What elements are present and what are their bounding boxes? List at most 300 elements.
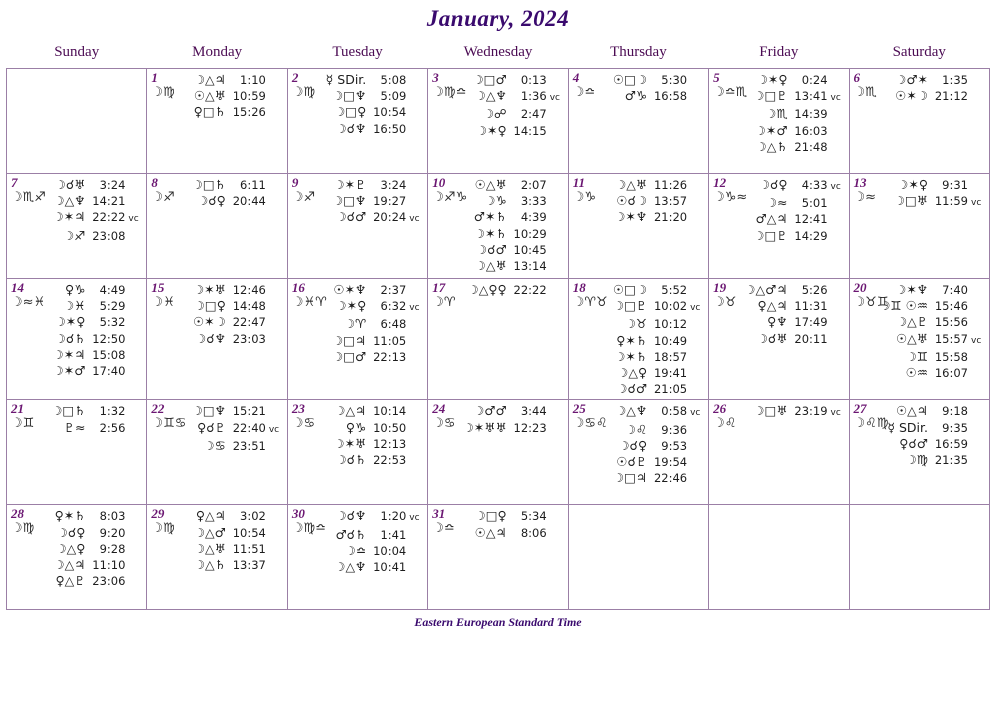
aspect-time: 17:40 — [92, 364, 126, 379]
aspect-time: 3:33 — [520, 194, 547, 209]
aspect-time: 2:56 — [99, 420, 126, 435]
aspect-time: 20:24 — [373, 210, 407, 225]
calendar-day-cell[interactable] — [428, 69, 568, 174]
aspect-symbols: ☽☌♀ — [56, 524, 86, 540]
aspect-event — [737, 106, 844, 122]
aspect-symbols: ☽□♀ — [193, 298, 226, 314]
moon-sign-label: ☽♏ — [853, 85, 877, 100]
calendar-day-cell[interactable] — [147, 505, 287, 610]
aspect-symbols: ☽☌♄ — [54, 330, 86, 346]
aspect-symbols: ☽☌♀ — [758, 177, 788, 192]
moon-sign-label: ☽♓♈ — [291, 295, 327, 310]
aspect-event — [456, 106, 563, 122]
aspect-symbols: ☽△♆ — [474, 88, 507, 104]
aspect-time: 5:09 — [380, 89, 407, 104]
day-cell-inner — [709, 400, 848, 504]
calendar-day-cell[interactable] — [147, 69, 287, 174]
aspect-event-list — [35, 508, 142, 589]
aspect-event-list — [456, 72, 563, 139]
calendar-day-cell[interactable] — [7, 174, 147, 279]
calendar-day-cell[interactable] — [709, 174, 849, 279]
aspect-time: 10:41 — [373, 560, 407, 575]
aspect-symbols: ☽△♆ — [615, 403, 648, 419]
day-cell-inner — [569, 505, 708, 609]
aspect-event — [175, 525, 282, 541]
moon-sign-label: ☽♉ — [713, 295, 737, 310]
aspect-symbols: ☽△♃ — [334, 403, 367, 419]
aspect-time: 12:50 — [92, 331, 126, 346]
moon-sign-label: ☽♍≏ — [291, 521, 327, 537]
aspect-time: 5:08 — [380, 73, 407, 87]
aspect-time: 0:24 — [801, 73, 828, 87]
aspect-time: 22:13 — [373, 349, 407, 364]
aspect-time: 10:54 — [232, 525, 266, 540]
aspect-time: 5:01 — [801, 196, 828, 211]
aspect-event — [878, 365, 985, 381]
void-of-course-marker: vc — [830, 93, 841, 104]
aspect-event — [597, 72, 704, 88]
void-of-course-marker: vc — [971, 198, 982, 209]
aspect-event — [316, 282, 423, 298]
aspect-symbols: ☽△♀♀ — [467, 282, 507, 297]
aspect-symbols: ♂✶♄ — [473, 209, 507, 225]
aspect-time: 16:50 — [373, 121, 407, 136]
calendar-day-cell[interactable] — [849, 69, 989, 174]
aspect-symbols: ☽△♂♃ — [744, 282, 788, 297]
calendar-day-cell-empty — [7, 69, 147, 174]
aspect-symbols: ♀☌♇ — [197, 419, 226, 435]
aspect-event — [878, 282, 985, 298]
day-cell-inner — [428, 174, 567, 278]
calendar-day-cell[interactable] — [428, 174, 568, 279]
aspect-symbols: ☽□♄ — [51, 403, 86, 419]
day-number: 21 — [11, 401, 24, 417]
day-cell-inner — [147, 69, 286, 173]
aspect-symbols: ♀△♇ — [55, 573, 86, 589]
aspect-event — [35, 347, 142, 363]
day-number: 3 — [432, 70, 439, 85]
void-of-course-marker: vc — [971, 335, 982, 346]
calendar-week-row — [7, 400, 990, 505]
void-of-course-marker: vc — [830, 408, 841, 419]
aspect-event — [456, 242, 563, 258]
aspect-symbols: ♂☌♄ — [335, 526, 367, 542]
aspect-time: 14:21 — [92, 194, 126, 209]
aspect-time: 5:34 — [520, 509, 547, 524]
calendar-day-cell[interactable] — [428, 505, 568, 610]
aspect-time: 10:04 — [373, 543, 407, 558]
aspect-symbols: ☉☌♇ — [616, 454, 648, 470]
aspect-event — [35, 508, 142, 524]
calendar-day-cell[interactable] — [428, 279, 568, 400]
aspect-event — [35, 403, 142, 419]
aspect-event-list — [878, 177, 985, 211]
day-number: 15 — [151, 280, 165, 295]
aspect-event — [35, 541, 142, 557]
calendar-day-cell[interactable] — [147, 400, 287, 505]
calendar-day-cell[interactable] — [849, 400, 989, 505]
aspect-symbols: ♀△♃ — [757, 298, 788, 314]
aspect-event — [35, 282, 142, 298]
aspect-time: 10:50 — [373, 420, 407, 435]
aspect-event — [175, 331, 282, 347]
aspect-time: 2:07 — [520, 178, 547, 192]
day-number: 16 — [291, 280, 305, 295]
aspect-symbols: ☽□♀ — [334, 104, 367, 120]
aspect-event — [878, 72, 985, 88]
day-cell-inner — [147, 400, 286, 504]
aspect-symbols: ♀☌♂ — [899, 435, 928, 451]
aspect-time: 6:48 — [380, 317, 407, 332]
moon-sign-label: ☽♐ — [151, 190, 175, 205]
aspect-symbols: ♀♑ — [345, 419, 367, 435]
aspect-time: 9:28 — [99, 541, 126, 556]
aspect-event — [175, 104, 282, 120]
aspect-event-list — [35, 282, 142, 379]
aspect-event — [737, 88, 844, 106]
aspect-symbols: ☽☌♂ — [475, 241, 507, 257]
aspect-event — [35, 557, 142, 573]
aspect-event — [737, 177, 844, 195]
day-cell-inner — [288, 174, 427, 278]
aspect-time: 22:47 — [232, 315, 266, 330]
day-cell-inner — [850, 69, 989, 173]
day-cell-inner — [428, 279, 567, 399]
aspect-event-list — [316, 72, 423, 137]
day-cell-inner — [147, 279, 286, 399]
aspect-event — [316, 72, 423, 88]
day-number: 11 — [572, 175, 585, 190]
aspect-time: 11:51 — [232, 541, 266, 556]
weekday-header-thursday: Thursday — [610, 44, 667, 60]
aspect-event — [456, 177, 563, 193]
aspect-time: 15:46 — [934, 299, 968, 314]
aspect-event-list — [175, 72, 282, 121]
aspect-symbols: ☽△♇ — [895, 314, 928, 330]
day-number: 30 — [291, 506, 305, 522]
aspect-event — [456, 525, 563, 541]
day-number: 26 — [713, 401, 727, 417]
aspect-event — [316, 527, 423, 543]
aspect-symbols: ☉△♃ — [474, 524, 507, 540]
day-cell-inner — [147, 174, 286, 278]
aspect-time: 13:41 — [794, 89, 828, 104]
aspect-symbols: ☉✶☽ — [895, 88, 928, 104]
day-number: 4 — [572, 70, 580, 85]
aspect-symbols: ☽□♇ — [753, 88, 788, 104]
aspect-symbols: ☽□♅ — [753, 403, 788, 419]
aspect-event-list — [316, 282, 423, 365]
calendar-day-cell[interactable] — [287, 279, 427, 400]
aspect-event — [737, 228, 844, 244]
aspect-event-list — [175, 282, 282, 347]
aspect-event — [456, 420, 563, 436]
day-cell-inner — [709, 174, 848, 278]
aspect-time: 21:12 — [934, 89, 968, 104]
aspect-time: 19:41 — [653, 366, 688, 381]
aspect-event — [597, 282, 704, 298]
page-title: January, 2024 — [426, 6, 570, 31]
aspect-symbols: ☽☌♂ — [616, 381, 648, 397]
aspect-symbols: ☽✶♀ — [756, 72, 788, 87]
aspect-time: 19:27 — [373, 194, 407, 209]
aspect-symbols: ☽♑ — [484, 193, 507, 209]
aspect-time: 5:52 — [661, 283, 688, 297]
day-number: 20 — [853, 280, 867, 295]
aspect-event — [737, 403, 844, 421]
aspect-time: 16:59 — [934, 436, 968, 451]
aspect-time: 13:14 — [513, 259, 547, 274]
calendar-day-cell[interactable] — [147, 174, 287, 279]
moon-sign-label: ☽♉♊ — [853, 295, 889, 310]
calendar-day-cell[interactable] — [7, 505, 147, 610]
day-cell-inner — [147, 505, 286, 609]
aspect-symbols: ☽✶♂ — [52, 363, 86, 379]
calendar-day-cell[interactable] — [287, 69, 427, 174]
aspect-event — [597, 88, 704, 104]
aspect-event-list — [35, 177, 142, 244]
aspect-event — [878, 298, 985, 314]
calendar-day-cell[interactable] — [568, 174, 708, 279]
void-of-course-marker: vc — [409, 513, 420, 524]
aspect-event — [316, 452, 423, 468]
calendar-day-cell[interactable] — [7, 279, 147, 400]
aspect-time: 22:53 — [373, 453, 407, 468]
aspect-symbols: ☽✶♀ — [335, 298, 367, 314]
aspect-event — [316, 543, 423, 559]
aspect-time: 6:32 — [380, 299, 407, 314]
aspect-event — [456, 193, 563, 209]
aspect-time: 4:49 — [99, 283, 126, 297]
aspect-time: 18:57 — [653, 349, 688, 364]
aspect-time: 4:33 — [801, 178, 828, 192]
aspect-symbols: ☉♒ — [905, 365, 928, 381]
timezone-footer: Eastern European Standard Time — [414, 615, 582, 630]
aspect-symbols: ☽✶♅ — [192, 282, 226, 297]
aspect-time: 19:54 — [653, 455, 688, 470]
aspect-symbols: ☽♐ — [63, 227, 86, 243]
calendar-day-cell-empty — [709, 505, 849, 610]
aspect-event — [737, 282, 844, 298]
aspect-time: 1:20 — [380, 509, 407, 524]
aspect-event — [316, 121, 423, 137]
day-cell-inner — [709, 279, 848, 399]
aspect-time: 13:57 — [653, 194, 688, 209]
aspect-event-list — [175, 177, 282, 209]
aspect-event — [175, 420, 282, 438]
aspect-time: 3:44 — [520, 404, 547, 419]
aspect-time: 11:05 — [373, 333, 407, 348]
day-number: 5 — [713, 70, 720, 85]
aspect-event-list — [316, 508, 423, 575]
aspect-time: 12:13 — [373, 436, 407, 451]
aspect-event — [35, 573, 142, 589]
void-of-course-marker: vc — [268, 424, 280, 435]
calendar-day-cell[interactable] — [849, 174, 989, 279]
aspect-event — [456, 258, 563, 274]
aspect-event — [316, 298, 423, 316]
aspect-event — [597, 438, 704, 454]
calendar-day-cell[interactable] — [287, 505, 427, 610]
aspect-event — [737, 211, 844, 227]
calendar-table — [6, 40, 990, 610]
aspect-symbols: ☽✶♅ — [333, 435, 367, 451]
aspect-time: 6:11 — [240, 178, 266, 192]
aspect-event-list — [316, 403, 423, 468]
aspect-symbols: ☽□♄ — [191, 177, 226, 192]
aspect-symbols: ☽□♆ — [191, 403, 226, 419]
day-number: 19 — [713, 280, 727, 295]
calendar-day-cell[interactable] — [849, 279, 989, 400]
aspect-event — [597, 470, 704, 486]
day-number: 6 — [853, 70, 861, 85]
aspect-time: 9:53 — [661, 438, 688, 453]
day-cell-inner — [7, 174, 146, 278]
weekday-header-sunday: Sunday — [54, 44, 100, 60]
calendar-day-cell[interactable] — [709, 400, 849, 505]
day-number: 10 — [432, 175, 446, 190]
aspect-event — [878, 193, 985, 211]
day-cell-inner — [569, 174, 708, 278]
aspect-time: 5:30 — [661, 73, 688, 87]
calendar-day-cell[interactable] — [709, 279, 849, 400]
aspect-event-list — [737, 177, 844, 244]
calendar-day-cell[interactable] — [709, 69, 849, 174]
calendar-day-cell[interactable] — [287, 174, 427, 279]
weekday-header-friday: Friday — [759, 44, 799, 60]
aspect-time: 15:21 — [232, 404, 266, 419]
aspect-symbols: ☽♉ — [624, 316, 648, 332]
day-number: 27 — [853, 401, 867, 417]
day-number: 14 — [11, 280, 24, 295]
day-cell-inner — [7, 400, 146, 504]
aspect-time: 9:35 — [942, 420, 968, 435]
aspect-event — [175, 72, 282, 88]
aspect-event — [175, 282, 282, 298]
aspect-symbols: ☽☌♆ — [335, 120, 367, 136]
aspect-symbols: ♀✶♄ — [616, 332, 648, 348]
aspect-time: 15:58 — [934, 349, 968, 364]
aspect-symbols: ☉△♃ — [895, 403, 928, 419]
aspect-time: 17:49 — [794, 315, 828, 330]
day-number: 23 — [291, 401, 305, 417]
aspect-symbols: ☽☌♆ — [335, 508, 367, 524]
aspect-time: 14:39 — [794, 107, 828, 122]
moon-sign-label: ☽♏♐ — [11, 190, 46, 205]
calendar-day-cell[interactable] — [568, 279, 708, 400]
aspect-symbols: ☽♂♂ — [473, 403, 507, 419]
aspect-symbols: ☽✶♆ — [614, 209, 648, 225]
aspect-event — [597, 298, 704, 316]
aspect-event — [878, 403, 985, 419]
day-cell-inner — [428, 400, 567, 504]
aspect-time: 2:37 — [380, 283, 407, 297]
aspect-time: 10:12 — [653, 317, 688, 332]
aspect-symbols: ☽♓ — [63, 298, 86, 314]
void-of-course-marker: vc — [128, 214, 139, 225]
aspect-time: 8:06 — [520, 525, 547, 540]
day-number: 29 — [151, 506, 165, 522]
moon-sign-label: ☽♊ — [11, 416, 35, 432]
aspect-time: 21:48 — [794, 139, 828, 154]
aspect-time: 11:26 — [653, 178, 688, 192]
aspect-time: 23:06 — [92, 574, 126, 589]
aspect-time: 23:19 — [794, 404, 828, 419]
calendar-day-cell[interactable] — [568, 69, 708, 174]
moon-sign-label: ☽≏♏ — [713, 85, 748, 100]
aspect-time: 3:24 — [380, 178, 407, 192]
moon-sign-label: ☽♍ — [151, 85, 175, 100]
aspect-time: 1:35 — [942, 73, 968, 87]
aspect-event-list — [175, 508, 282, 573]
calendar-day-cell[interactable] — [287, 400, 427, 505]
aspect-event-list — [878, 282, 985, 381]
day-number: 1 — [151, 70, 158, 85]
aspect-event-list — [456, 282, 563, 298]
void-of-course-marker: vc — [409, 303, 420, 314]
aspect-event-list — [175, 403, 282, 454]
day-cell-inner — [288, 505, 427, 609]
aspect-event — [597, 365, 704, 381]
aspect-event — [175, 403, 282, 419]
aspect-time: 15:08 — [92, 347, 126, 362]
aspect-time: 14:15 — [513, 123, 547, 138]
aspect-time: 23:03 — [232, 331, 266, 346]
calendar-day-cell[interactable] — [568, 400, 708, 505]
aspect-time: 22:22 — [92, 210, 126, 225]
aspect-symbols: ♀♑ — [65, 282, 86, 297]
day-cell-inner — [7, 279, 146, 399]
calendar-week-row — [7, 174, 990, 279]
aspect-time: 20:44 — [232, 194, 266, 209]
day-cell-inner — [428, 505, 567, 609]
aspect-symbols: ☽✶♃ — [52, 209, 86, 225]
day-cell-inner — [850, 400, 989, 504]
day-number: 25 — [572, 401, 586, 417]
calendar-day-cell[interactable] — [147, 279, 287, 400]
aspect-time: 12:46 — [232, 283, 266, 297]
aspect-symbols: ☽☌♄ — [335, 452, 367, 468]
moon-sign-label: ☽♌♍ — [853, 416, 889, 432]
aspect-event-list — [597, 72, 704, 104]
aspect-symbols: ☽△♅ — [474, 258, 507, 274]
aspect-symbols: ☉☌☽ — [616, 193, 648, 209]
aspect-symbols: ☉△♅ — [474, 177, 507, 192]
calendar-day-cell[interactable] — [7, 400, 147, 505]
calendar-day-cell[interactable] — [428, 400, 568, 505]
day-cell-inner — [850, 174, 989, 278]
aspect-symbols: ☉△♅ — [193, 88, 226, 104]
calendar-day-cell-empty — [849, 505, 989, 610]
calendar-week-row — [7, 505, 990, 610]
aspect-event — [175, 541, 282, 557]
aspect-time: 1:36 — [520, 89, 547, 104]
day-number: 7 — [11, 175, 18, 190]
aspect-symbols: ☽△♆ — [53, 193, 86, 209]
aspect-event — [175, 438, 282, 454]
aspect-event — [175, 508, 282, 524]
aspect-event — [456, 282, 563, 298]
aspect-symbols: ☽△♀ — [55, 540, 86, 556]
aspect-time: 7:40 — [942, 283, 968, 297]
aspect-time: 2:47 — [520, 107, 547, 122]
aspect-event — [456, 226, 563, 242]
aspect-symbols: ♇≈ — [63, 419, 86, 435]
aspect-event — [316, 333, 423, 349]
aspect-event — [456, 403, 563, 419]
aspect-event — [175, 177, 282, 193]
aspect-event-list — [597, 403, 704, 486]
